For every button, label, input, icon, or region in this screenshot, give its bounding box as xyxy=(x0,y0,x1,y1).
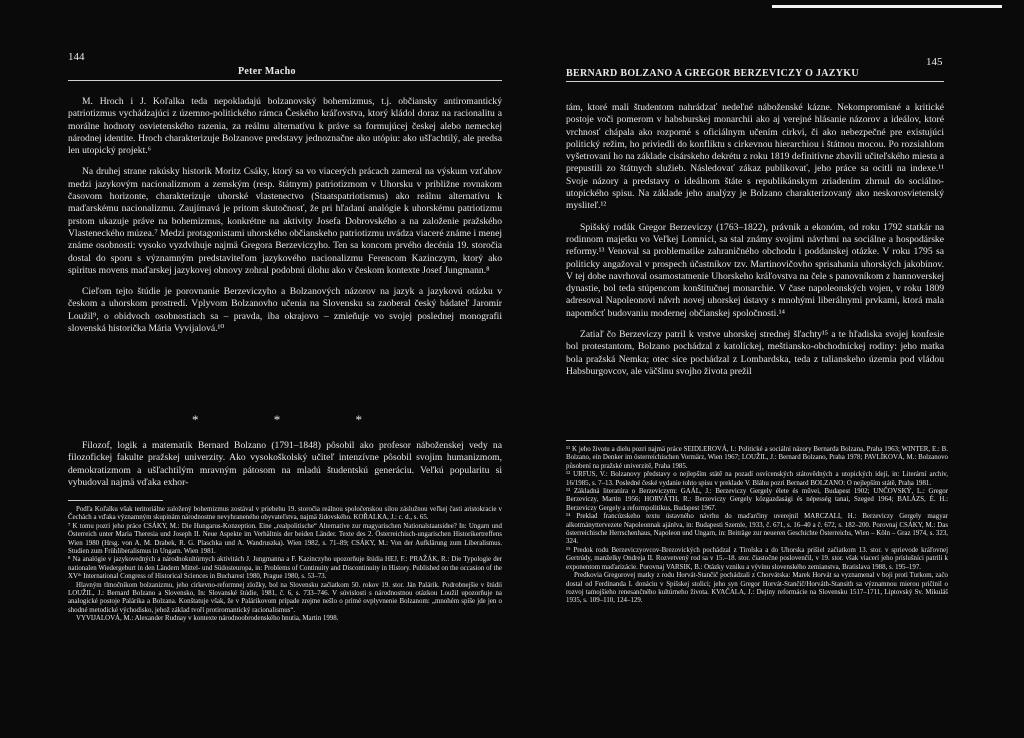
footnote: Hlavným tlmočníkom bolzanizmu, jeho cirkevno-reformnej zložky, bol na Slovensku začiatkom 50. rokov 19. stor. Ján Palárik. Podrobnejšie v štúdii LOUŽIL, J.: Bernard Bolzano a Slovensko, In: Slovanské štúdie, 1981, č. 6, s. 733–746. V súvislosti s národnostnou otázkou Loužil upozorňuje na analogické postoje Palárika a Bolzana. Konštatuje však, že v Palárikovom prípade zrejme nešlo o prímé ovplyvnenie Bolzanom: „mnohém spíše jde jen o shodné metodické východisko, jehož základ tvoří protiromantický racionalismus“. xyxy=(68,581,502,614)
left-paragraph: Cieľom tejto štúdie je porovnanie Berzeviczyho a Bolzanových názorov na jazyk a jazykovú otázku v českom a uhorskom prostredí. Vplyvom Bolzanovho učenia na Slovensku sa zaoberal český bádateľ Jaromír Loužil⁹, o obidvoch osobnostiach sa – pravda, iba okrajovo – zmieňuje vo svojej poslednej monografii slovenská historička Mária Vyvijalová.¹⁰ xyxy=(68,286,502,335)
right-footnote-rule xyxy=(566,440,661,441)
left-page-number: 144 xyxy=(68,51,85,63)
footnote: ¹² URFUS, V.: Bolzanovy představy o nejlepším státě na pozadí osvícenských státovědných a utopických idejí, in: Literární archiv, 16/1985, s. 7–13. Posledné české vydanie tohto spisu v preklade V. Bláhu pozri Bernard BOLZANO: O nejlepším státě, Praha 1981. xyxy=(566,471,948,487)
scan-edge-bar xyxy=(772,5,1002,8)
left-paragraph: M. Hroch i J. Koľalka teda nepokladajú bolzanovský bohemizmus, t.j. občiansky antiromantický patriotizmus vychádzajúci z územno-politického rámca Českého kráľovstva, ktorý kládol doraz na racionalitu a morálne hodnoty osvietenského razenia, za reálnu alternatívu k práve sa formujúcej českej alebo nemeckej národnej identite. Hroch charakterizuje Bolzanove predstavy jednoznačne ako utópiu: ako ušľachtilý, ale predsa len utopický projekt.⁶ xyxy=(68,96,502,157)
section-separator: * * * xyxy=(192,412,398,427)
footnote: ¹⁴ Preklad francúzskeho textu ústavného návrhu do maďarčiny uverejnil MARCZALI, H.: Berzeviczy Gergely magyar alkotmányttervezete Napoleonnak ajánlva, in: Budapesti Szemle, 1933, č. 671, s. 16–40 a č. 672, s. 182–200. Porovnaj CSÁKY, M.: Das österreichische Herrschenhaus, Napoleon und Ungarn, in: Beiträge zur neueren Geschichte Österreichs, Wien – Köln – Graz 1974, s. 323, 324. xyxy=(566,513,948,546)
footnote: ¹⁵ Predok rodu Berzeviczyovcov-Brezovických pochádzal z Tirolska a do Uhorska prišiel začiatkom 13. stor. v sprievode kráľovnej Gertrúdy, manželky Ondreja II. Rozvetvený rod sa v 15.–18. stor. čiastočne poslovenčil, v 19. stor. však viacerí jeho príslušníci patrili k exponentom maďarizácie. Porovnaj VARSIK, B.: Otázky vzniku a vývinu slovenského zemianstva, Bratislava 1988, s. 195–197. xyxy=(566,546,948,571)
right-page-number: 145 xyxy=(926,56,943,68)
left-paragraph: Na druhej strane rakúsky historik Moritz Csáky, ktorý sa vo viacerých prácach zameral na výskum vzťahov medzi jazykovým nacionalizmom a zemským (resp. štátnym) patriotizmom v Uhorsku v približne rovnakom časovom horizonte, charakterizuje uhorské vlastenectvo (Staatspatriotismus) ako reálnu alternatívu k maďarskému nacionalizmu. Zaujímavá je pritom skutočnosť, že pri hľadaní analógie k uhorskému patriotizmu prstom ukazuje práve na bohemizmus, konkrétne na aktivity Josefa Dobrovského a na založenie pražského Vlasteneckého múzea.⁷ Medzi protagonistami uhorského občianskeho patriotizmu uvádza viaceré známe i menej známe osobnosti: vysoko vyzdvihuje najmä Gregora Berzeviczyho. Ten sa koncom prvého decénia 19. storočia dostal do sporu s významným predstaviteľom jazykového nacionalizmu Ferencom Kazinczym, ktorý ako spiritus movens maďarskej jazykovej obnovy zohral podobnú úlohu ako v českom kontexte Josef Jungmann.⁸ xyxy=(68,166,502,276)
left-header-rule xyxy=(68,80,502,81)
right-body-text xyxy=(566,102,944,378)
left-footnote-rule xyxy=(68,500,163,501)
footnote: ⁸ Na analógie v jazykovedných a národnokultúrnych aktivitách J. Jungmanna a F. Kazinczyho upozorňuje štúdia HEJ, F.: PRAŽÁK, R.: Die Typologie der nationalen Wiedergeburt in den Ländern Mittel- und Südosteuropa, in: Problems of Continuity and Discontinuity in History. Published on the occasion of the XVᵗʰ International Congress of Historical Sciences in Bucharest 1980, Prague 1980, s. 53–73. xyxy=(68,556,502,581)
right-paragraph: tám, ktoré mali študentom nahrádzať nedeľné náboženské kázne. Nekompromisné a kritické postoje voči pomerom v habsburskej monarchii ako aj verejné hlásanie názorov a ideálov, ktoré vrchnosť chápala ako rozporné s oficiálnym učením cirkvi, či ako nebezpečné pre existujúci politický režim, ho priviedli do konfliktu s cirkevnou hierarchiou i štátnou mocou. Po rozsiahlom vyšetrovaní ho na základe cisárskeho dekrétu z roku 1819 definitívne zbavili učiteľského miesta a prepustili zo štátnych služieb. Následovať zákaz publikovať, jeho práce sa ocitli na indexe.¹¹ Svoje názory a predstavy o ideálnom štáte s republikánskym zriadením zhrnul do sociálno-utopického spisu. Na základe jeho analýzy je Bolzano charakterizovaný ako neskorosvietenský mysliteľ.¹² xyxy=(566,102,944,212)
footnote: ⁷ K tomu pozri jeho práce CSÁKY, M.: Die Hungarus-Konzeption. Eine „realpolitische“ Alternative zur magyarischen Nationalstaatsidee? In: Ungarn und Österreich unter Maria Theresia und Joseph II. Neue Aspekte im Verhältnis der beiden Länder. Texte des 2. Österreichisch-ungarischen Historikertreffens Wien 1980 (Hrsg. von A. M. Drabek, R. G. Plaschka und A. Wandruszka). Wien 1982, s. 71–89; CSÁKY, M.: Von der Aufklärung zum Liberalismus. Studien zum Frühliberalismus in Ungarn. Wien 1981. xyxy=(68,522,502,556)
footnote: ¹¹ K jeho životu a dielu pozri najmä práce SEIDLEROVÁ, I.: Politické a sociální názory Bernarda Bolzana, Praha 1963; WINTER, E.: B. Bolzano, ein Denker im österreichischen Vormärz, Wien 1967; LOUŽIL, J.: Bernard Bolzano, Praha 1978; PAVLÍKOVÁ, M.: Bolzanovo působení na pražské univerzitě, Praha 1985. xyxy=(566,446,948,470)
footnote: VYVIJALOVÁ, M.: Alexander Rudnay v kontexte národnoobrodenského hnutia, Martin 1998. xyxy=(76,615,339,623)
right-paragraph: Spišský rodák Gregor Berzeviczy (1763–1822), právnik a ekonóm, od roku 1792 statkár na rodinnom majetku vo Veľkej Lomnici, sa stal známy svojimi návrhmi na sociálne a hospodárske reformy.¹³ Venoval sa problematike zahraničného obchodu i poddanskej otázke. V roku 1795 sa politicky angažoval v prospech účastníkov tzv. Martinovičovho sprisahania uhorských jakobínov. V tej dobe navrhoval osamostatnenie Uhorskeho kráľovstva na čele s panovníkom z hannoverskej dynastie, bol teda stúpencom konštitučnej monarchie. V čase napoleonských vojen, v roku 1809 adresoval Napoleonovi návrh novej uhorskej ústavy s mnohými liberálnymi prvkami, ktorá mala napomôcť budovaniu modernej občianskej spoločnosti.¹⁴ xyxy=(566,221,944,319)
right-header-rule xyxy=(566,81,944,82)
left-body-text xyxy=(68,96,502,335)
right-footnotes xyxy=(566,446,948,606)
left-bottom-text xyxy=(68,440,502,489)
right-paragraph: Zatiaľ čo Berzeviczy patril k vrstve uhorskej strednej šľachty¹⁵ a te hľadiska svojej konfesie bol protestantom, Bolzano pochádzal z katolíckej, meštiansko-obchodníckej rodiny: jeho matka bola pražská Nemka; otec sice pochádzal z Lombardska, teda z talianskeho územia pod vládou Habsburgovcov, ale väčšinu svojho života prežil xyxy=(566,329,944,377)
left-running-head: Peter Macho xyxy=(238,66,296,77)
footnote: ¹³ Základná literatúra o Berzeviczym: GAÁL, J.: Berzeviczy Gergely élete és művei, Budapest 1902; UNČOVSKÝ, L.: Gregor Berzeviczy, Martin 1956; HORVÁTH, R.: Berzeviczy Gergely közgazdasági és népesség tanai, Szeged 1964; BALÁZS, É. H.: Berzeviczy Gergely a reformpolitikus, Budapest 1967. xyxy=(566,488,948,512)
left-footnotes xyxy=(68,506,502,624)
right-running-head: BERNARD BOLZANO A GREGOR BERZEVICZY O JAZYKU xyxy=(566,68,859,79)
footnote: Predkovia Gregorovej matky z rodu Horvát-Stančič pochádzali z Chorvátska: Marek Horvát sa vyznamenal v boji proti Turkom, začo dostal od Ferdinanda I. donáciu v Spišskej stolici; jeho syn Gregor Horvát-Stančič/Horváth-Stansith sa významnou mierou pričinil o rozvoj tamojšieho renesančného kultúrneho života. KVAČALA, J.: Dejiny reformácie na Slovensku 1517–1711, Liptovský Sv. Mikuláš 1935, s. 109–110, 124–129. xyxy=(566,572,948,605)
left-bottom-paragraph: Filozof, logik a matematik Bernard Bolzano (1791–1848) pôsobil ako profesor náboženskej vedy na filozofickej fakulte pražskej univerzity. Ako vysokoškolský učiteľ intenzívne pôsobil svojim humanizmom, demokratizmom a ušľachtilým mravným pátosom na mladú študentskú generáciu. Veľkú popularitu si vybudoval najmä vďaka exhor- xyxy=(68,440,502,488)
footnote: Podľa Koľalku však teritoriálne založený bohemizmus zostával v priebehu 19. storočia reálnou spoločenskou silou záslužnou veľkej časti aristokracie v Čechách a vďaka významným skupinám národnostne nevyhraneného obyvateľstva, najmä židovského. KOŘALKA, J.: c. d., s. 65. xyxy=(68,506,502,522)
